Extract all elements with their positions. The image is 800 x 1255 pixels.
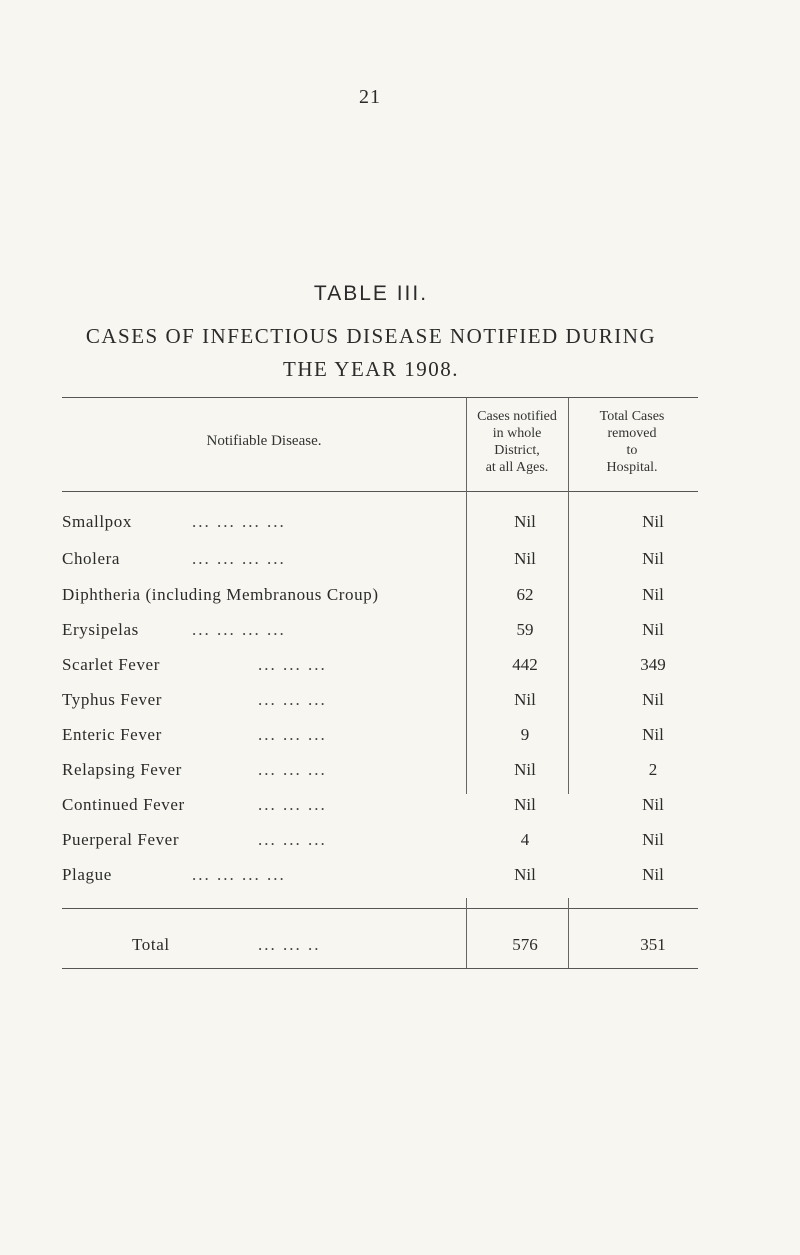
table-heading-line-1: CASES OF INFECTIOUS DISEASE NOTIFIED DURING xyxy=(85,324,657,348)
dot-leader: ... ... ... xyxy=(258,795,327,814)
notified-cell: 9 xyxy=(520,725,530,744)
table-row-continued-fever xyxy=(62,795,702,825)
column-header-removed-line: Total Cases xyxy=(599,409,665,424)
notified-cell: 4 xyxy=(520,830,530,849)
notified-cell: 442 xyxy=(512,655,538,674)
column-header-notified xyxy=(466,408,568,476)
dot-leader: ... ... ... ... xyxy=(192,512,286,531)
disease-name: Typhus Fever xyxy=(62,690,162,709)
column-header-disease xyxy=(62,433,466,450)
table-row-enteric-fever xyxy=(62,725,702,755)
total-removed-cell: 351 xyxy=(640,935,666,954)
notified-cell: 62 xyxy=(516,585,534,604)
column-header-notified-line: in whole xyxy=(492,426,542,441)
table-row-cholera xyxy=(62,549,702,579)
dot-leader: ... ... ... xyxy=(258,830,327,849)
dot-leader: ... ... .. xyxy=(258,935,321,954)
table-bottom-rule xyxy=(62,968,698,969)
table-row-total xyxy=(62,935,702,965)
notified-cell: 59 xyxy=(516,620,534,639)
dot-leader: ... ... ... xyxy=(258,655,327,674)
page-number: 21 xyxy=(359,86,381,108)
table-row-puerperal-fever xyxy=(62,830,702,860)
dot-leader: ... ... ... ... xyxy=(192,549,286,568)
table-row-relapsing-fever xyxy=(62,760,702,790)
column-header-removed-line: Hospital. xyxy=(606,460,658,475)
disease-name: Scarlet Fever xyxy=(62,655,160,674)
removed-cell: Nil xyxy=(642,865,664,884)
table-title: TABLE III. xyxy=(313,282,429,305)
dot-leader: ... ... ... xyxy=(258,760,327,779)
total-notified-cell: 576 xyxy=(512,935,538,954)
column-header-notified-line: District, xyxy=(494,443,540,458)
column-header-disease-text: Notifiable Disease. xyxy=(206,433,322,449)
notified-cell: Nil xyxy=(514,512,536,531)
removed-cell: Nil xyxy=(642,585,664,604)
removed-cell: 349 xyxy=(640,655,666,674)
disease-name: Relapsing Fever xyxy=(62,760,182,779)
removed-cell: Nil xyxy=(642,725,664,744)
removed-cell: Nil xyxy=(642,690,664,709)
removed-cell: Nil xyxy=(642,795,664,814)
disease-name: Erysipelas xyxy=(62,620,139,639)
removed-cell: Nil xyxy=(642,830,664,849)
disease-name: Puerperal Fever xyxy=(62,830,180,849)
removed-cell: Nil xyxy=(642,549,664,568)
table-heading-line-2: THE YEAR 1908. xyxy=(283,357,459,381)
notified-cell: Nil xyxy=(514,795,536,814)
total-label: Total xyxy=(132,935,170,954)
notified-cell: Nil xyxy=(514,760,536,779)
notified-cell: Nil xyxy=(514,690,536,709)
table-row-diphtheria xyxy=(62,585,702,615)
dot-leader: ... ... ... xyxy=(258,725,327,744)
column-header-removed-line: removed xyxy=(607,426,657,441)
disease-name: Continued Fever xyxy=(62,795,185,814)
dot-leader: ... ... ... ... xyxy=(192,620,286,639)
dot-leader: ... ... ... ... xyxy=(192,865,286,884)
disease-name: Diphtheria (including Membranous Croup) xyxy=(62,585,379,604)
table-row-plague xyxy=(62,865,702,895)
disease-name: Plague xyxy=(62,865,112,884)
column-header-notified-line: at all Ages. xyxy=(485,460,549,475)
table-row-smallpox xyxy=(62,512,702,542)
total-top-rule xyxy=(62,908,698,909)
column-header-notified-line: Cases notified xyxy=(477,409,557,424)
header-bottom-rule xyxy=(62,491,698,492)
disease-name: Smallpox xyxy=(62,512,132,531)
table-top-rule xyxy=(62,397,698,398)
table-row-erysipelas xyxy=(62,620,702,650)
dot-leader: ... ... ... xyxy=(258,690,327,709)
removed-cell: Nil xyxy=(642,620,664,639)
disease-name: Enteric Fever xyxy=(62,725,162,744)
table-row-scarlet-fever xyxy=(62,655,702,685)
column-header-removed xyxy=(568,408,696,476)
column-header-removed-line: to xyxy=(626,443,638,458)
removed-cell: 2 xyxy=(648,760,658,779)
table-row-typhus-fever xyxy=(62,690,702,720)
removed-cell: Nil xyxy=(642,512,664,531)
disease-name: Cholera xyxy=(62,549,121,568)
notified-cell: Nil xyxy=(514,549,536,568)
notified-cell: Nil xyxy=(514,865,536,884)
